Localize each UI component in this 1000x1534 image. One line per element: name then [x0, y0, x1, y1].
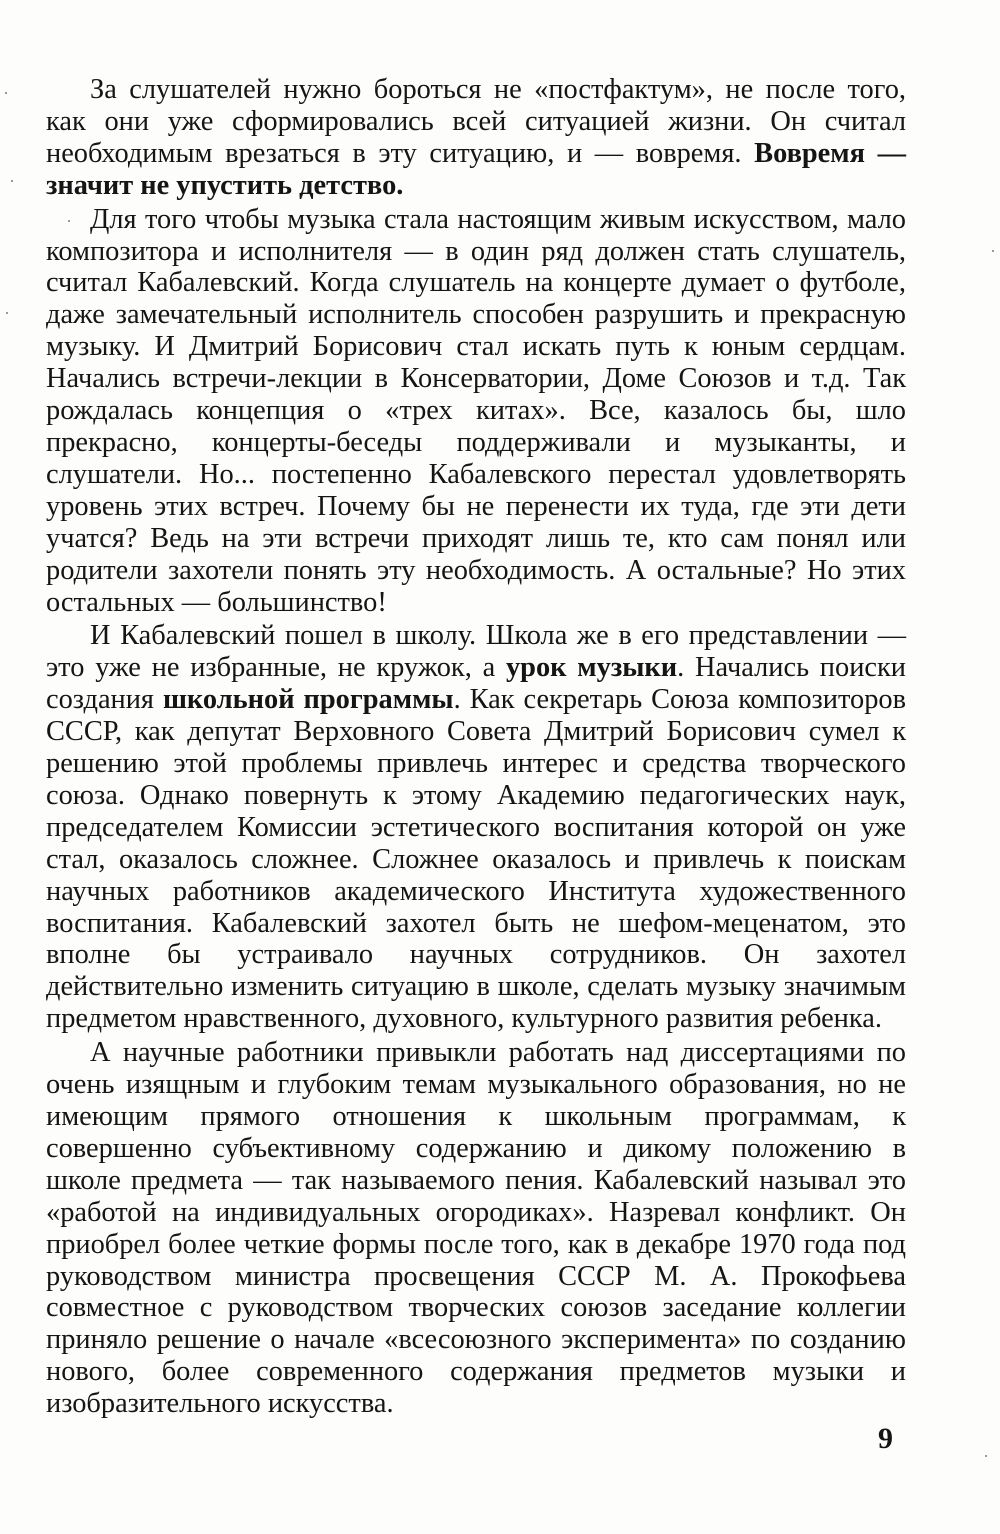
paragraph-2-text: Для того чтобы музыка стала настоящим живым искусством, мало композитора и исполнителя — в один ряд должен стать слушатель, считал Кабалевский. Когда слушатель на концерте думает о футболе, даже замечательный исполнитель способен разрушить и прекрасную музыку. И Дмитрий Борисович стал искать путь к юным сердцам. Начались встречи-лекции в Консерватории, Доме Союзов и т.д. Так рождалась концепция о «трех китах». Все, казалось бы, шло прекрасно, концерты-беседы поддерживали и музыканты, и слушатели. Но... постепенно Кабалевского перестал удовлетворять уровень этих встреч. Почему бы не перенести их туда, где эти дети учатся? Ведь на эти встречи приходят лишь те, кто сам понял или родители захотели понять эту необходимость. А остальные? Но этих остальных — большинство! — [46, 203, 906, 618]
paragraph-1-text: За слушателей нужно бороться не «постфактум», не после того, как они уже сформировались всей ситуацией жизни. Он считал необходимым врезаться в эту ситуацию, и — вовремя. — [46, 74, 906, 169]
page-number: 9 — [878, 1422, 893, 1455]
scan-speck — [6, 312, 8, 314]
paragraph-2 — [46, 204, 906, 619]
scan-speck — [68, 220, 70, 222]
paragraph-1-emphasis: Вовремя — значит не упустить детство. — [46, 137, 906, 201]
paragraph-4 — [46, 1037, 906, 1420]
paragraph-3-emphasis-music-lesson: урок музыки — [505, 652, 678, 684]
paragraph-3-text-a: И Кабалевский пошел в школу. Школа же в его представлении — это уже не избранные, не кружок, а — [46, 620, 906, 684]
scan-speck — [992, 250, 994, 252]
paragraph-3-text-b: . Начались поиски создания — [46, 652, 906, 716]
body-text — [46, 74, 906, 1420]
scan-speck — [5, 92, 7, 94]
paragraph-3-text-c: . Как секретарь Союза композиторов СССР, как депутат Верховного Совета Дмитрий Борисович сумел к решению этой проблемы привлечь интерес и средства творческого союза. Однако повернуть к этому Академию педагогических наук, председателем Комиссии эстетического воспитания которой он уже стал, оказалось сложнее. Сложнее оказалось и привлечь к поискам научных работников академического Института художественного воспитания. Кабалевский захотел быть не шефом-меценатом, это вполне бы устраивало научных сотрудников. Он захотел действительно изменить ситуацию в школе, сделать музыку значимым предметом нравственного, духовного, культурного развития ребенка. — [46, 684, 906, 1035]
paragraph-3 — [46, 620, 906, 1035]
paragraph-1 — [46, 74, 906, 202]
scan-speck — [985, 1455, 987, 1457]
paragraph-3-emphasis-school-program: школьной программы — [162, 684, 454, 716]
scan-speck — [11, 180, 13, 182]
paragraph-4-text: А научные работники привыкли работать над диссертациями по очень изящным и глубоким темам музыкального образования, но не имеющим прямого отношения к школьным программам, к совершенно субъективному содержанию и дикому положению в школе предмета — так называемого пения. Кабалевский называл это «работой на индивидуальных огородиках». Назревал конфликт. Он приобрел более четкие формы после того, как в декабре 1970 года под руководством министра просвещения СССР М. А. Прокофьева совместное с руководством творческих союзов заседание коллегии приняло решение о начале «всесоюзного эксперимента» по созданию нового, более современного содержания предметов музыки и изобразительного искусства. — [46, 1037, 906, 1420]
